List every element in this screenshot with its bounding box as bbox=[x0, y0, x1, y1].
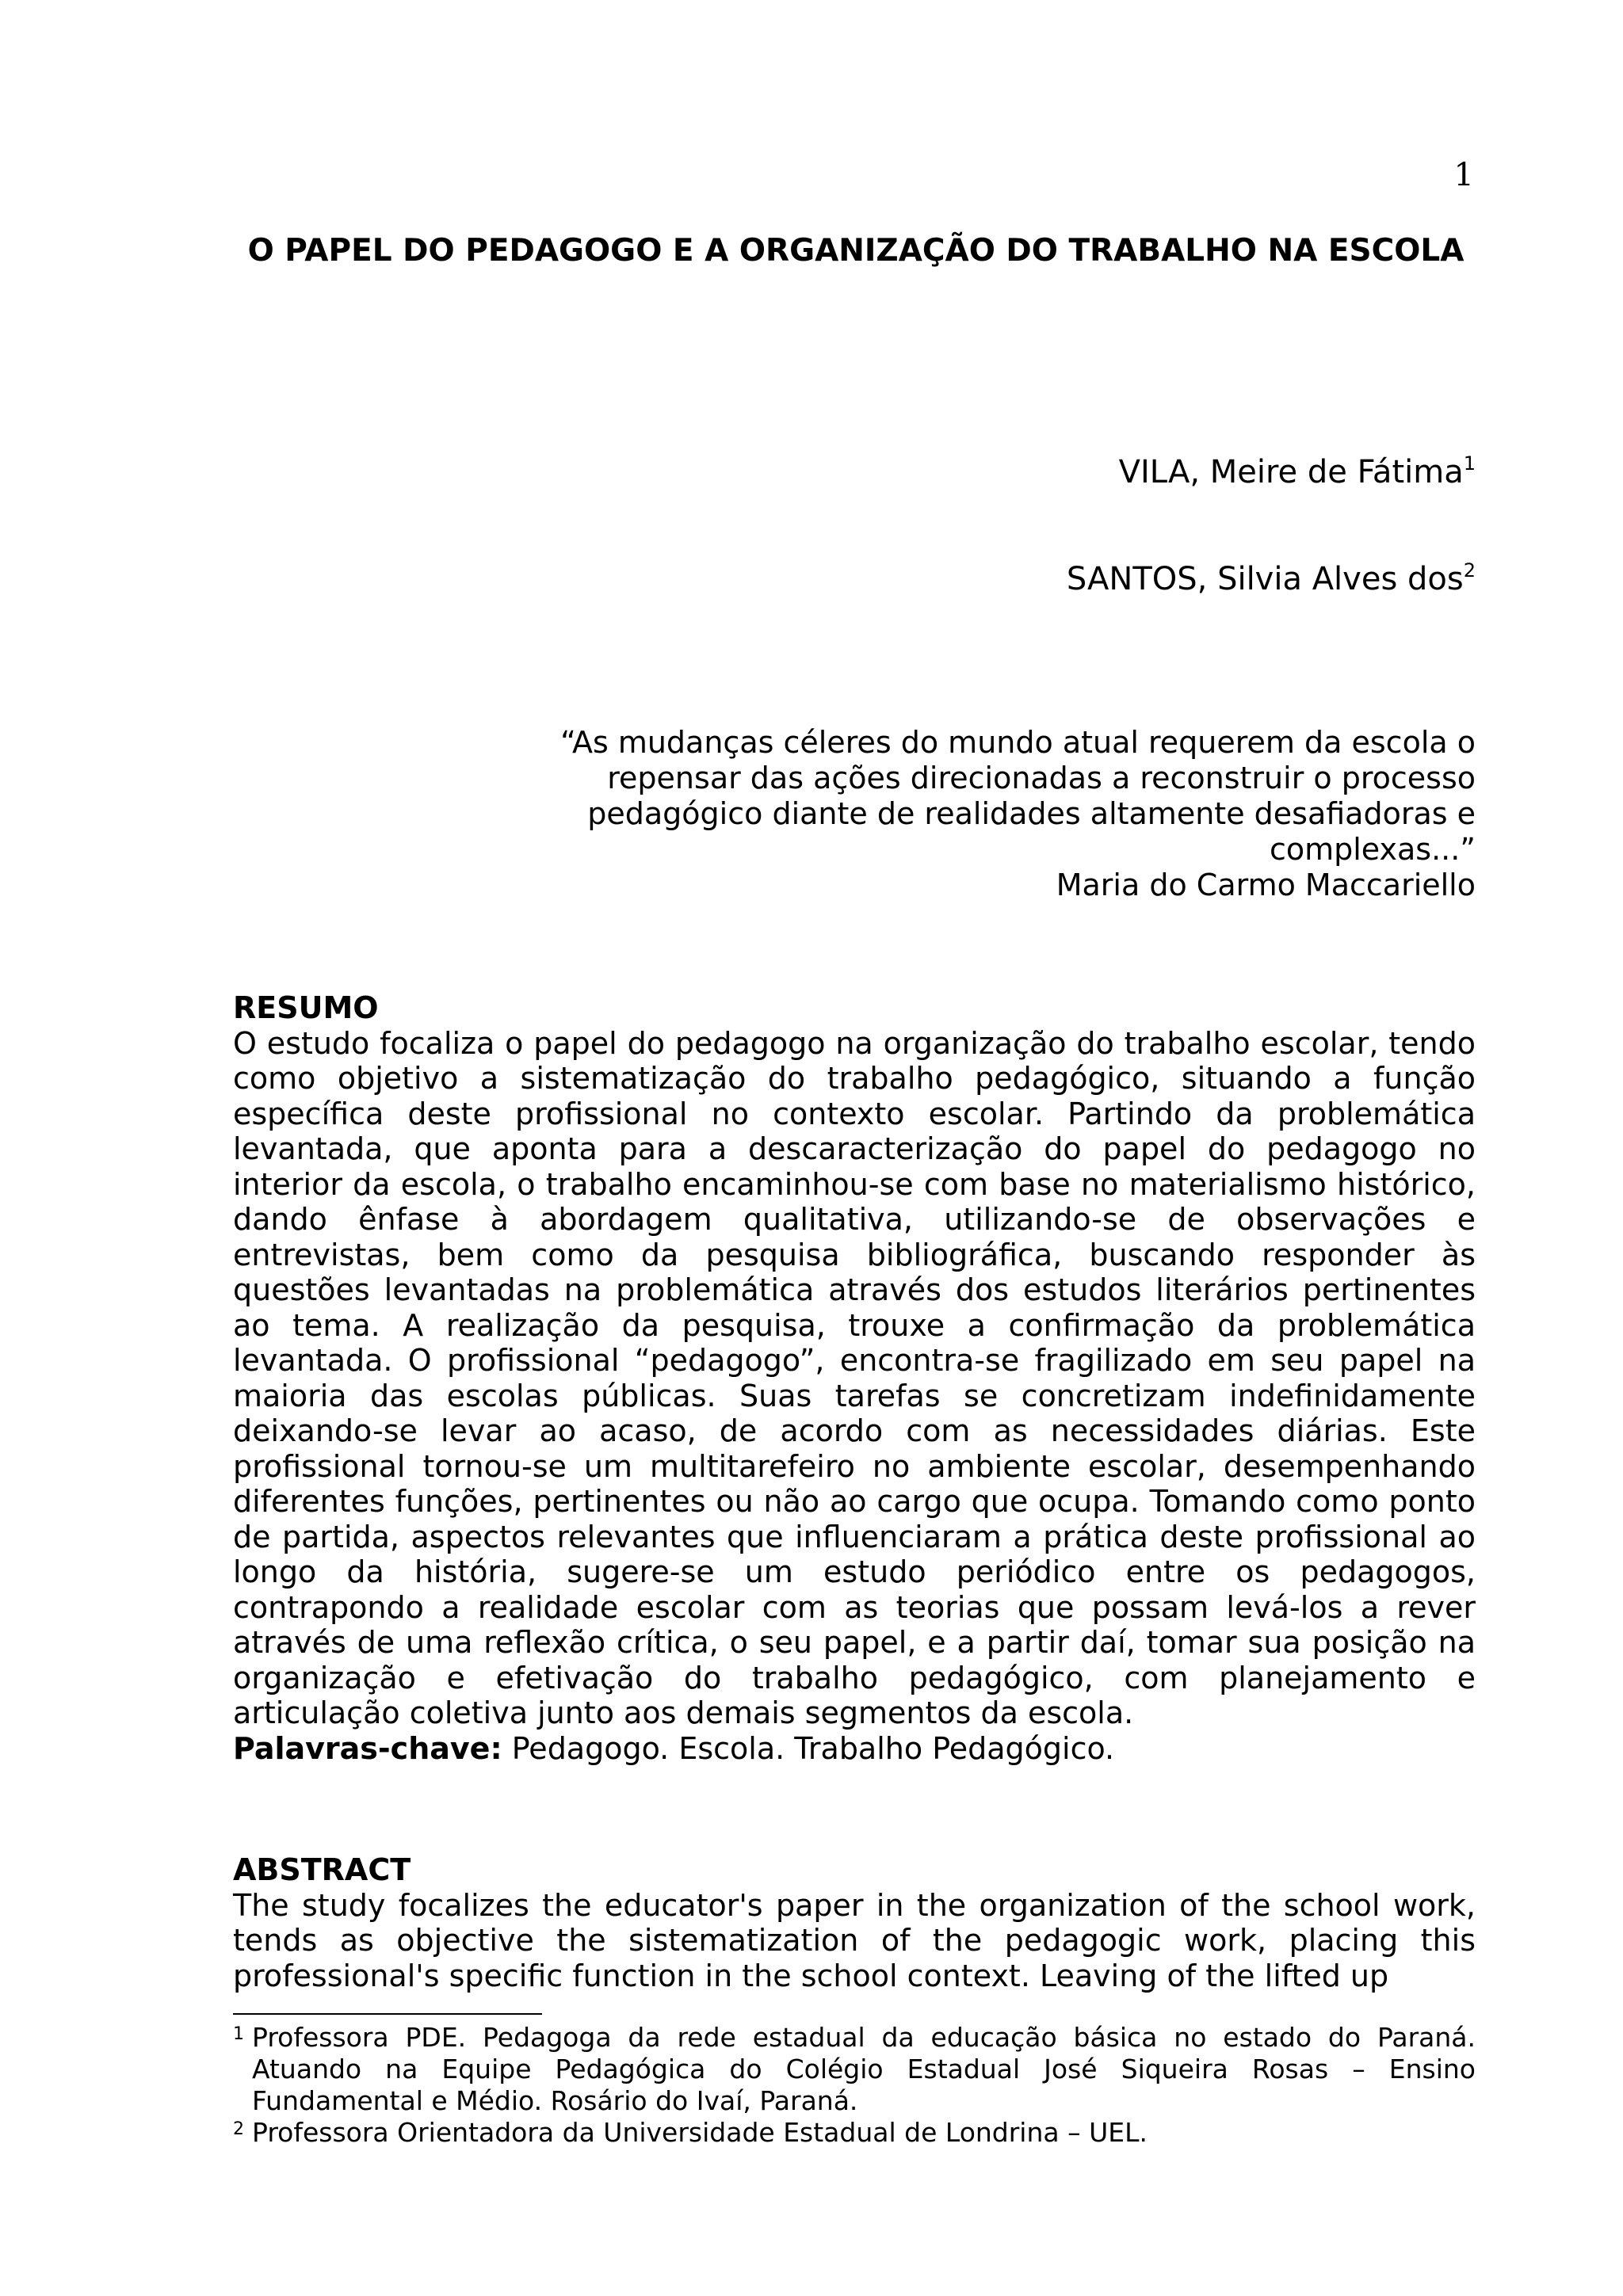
footnote-divider bbox=[233, 2013, 542, 2015]
resumo-heading: RESUMO bbox=[233, 990, 379, 1025]
document-title: O PAPEL DO PEDAGOGO E A ORGANIZAÇÃO DO TRABALHO NA ESCOLA bbox=[247, 233, 1465, 269]
footnote-2-mark: 2 bbox=[233, 2119, 244, 2139]
page-number: 1 bbox=[1453, 157, 1474, 193]
epigraph-quote: “As mudanças céleres do mundo atual requerem da escola o repensar das ações direcionadas a reconstruir o processo pedagógico diante de realidades altamente desafiadoras e complexas...” bbox=[560, 725, 1476, 867]
footnote-2 bbox=[233, 2117, 1476, 2149]
footnote-1 bbox=[233, 2022, 1476, 2117]
epigraph bbox=[525, 725, 1476, 903]
abstract-text: The study focalizes the educator's paper in the organization of the school work, tends as objective the sistematization of the pedagogic work, placing this professional's specific function in the school context. Leaving of the lifted up bbox=[233, 1887, 1476, 1993]
footnote-1-mark: 1 bbox=[233, 2024, 244, 2044]
author-2-name: SANTOS, Silvia Alves dos bbox=[1066, 561, 1464, 597]
author-2 bbox=[1067, 561, 1476, 597]
keywords bbox=[233, 1731, 1476, 1767]
epigraph-author: Maria do Carmo Maccariello bbox=[1056, 868, 1476, 902]
author-2-footnote-mark: 2 bbox=[1463, 559, 1476, 582]
resumo-section bbox=[233, 990, 1476, 1766]
footnotes bbox=[233, 2022, 1476, 2149]
author-1-footnote-mark: 1 bbox=[1463, 452, 1476, 475]
footnote-1-text: Professora PDE. Pedagoga da rede estadual da educação básica no estado do Paraná. Atuando na Equipe Pedagógica do Colégio Estadual José Siqueira Rosas – Ensino Fundamental e Médio. Rosário do Ivaí, Paraná. bbox=[252, 2022, 1476, 2116]
footnote-2-text: Professora Orientadora da Universidade Estadual de Londrina – UEL. bbox=[252, 2117, 1148, 2148]
abstract-heading: ABSTRACT bbox=[233, 1852, 411, 1887]
abstract-section bbox=[233, 1852, 1476, 1993]
resumo-text: O estudo focaliza o papel do pedagogo na organização do trabalho escolar, tendo como objetivo a sistematização do trabalho pedagógico, situando a função específica deste profissional no contexto escolar. Partindo da problemática levantada, que aponta para a descaracterização do papel do pedagogo no interior da escola, o trabalho encaminhou-se com base no materialismo histórico, dando ênfase à abordagem qualitativa, utilizando-se de observações e entrevistas, bem como da pesquisa bibliográfica, buscando responder às questões levantadas na problemática através dos estudos literários pertinentes ao tema. A realização da pesquisa, trouxe a confirmação da problemática levantada. O profissional “pedagogo”, encontra-se fragilizado em seu papel na maioria das escolas públicas. Suas tarefas se concretizam indefinidamente deixando-se levar ao acaso, de acordo com as necessidades diárias. Este profissional tornou-se um multitarefeiro no ambiente escolar, desempenhando diferentes funções, pertinentes ou não ao cargo que ocupa. Tomando como ponto de partida, aspectos relevantes que influenciaram a prática deste profissional ao longo da história, sugere-se um estudo periódico entre os pedagogos, contrapondo a realidade escolar com as teorias que possam levá-los a rever através de uma reflexão crítica, o seu papel, e a partir daí, tomar sua posição na organização e efetivação do trabalho pedagógico, com planejamento e articulação coletiva junto aos demais segmentos da escola. bbox=[233, 1025, 1476, 1730]
keywords-label: Palavras-chave: bbox=[233, 1730, 502, 1766]
keywords-values: Pedagogo. Escola. Trabalho Pedagógico. bbox=[511, 1730, 1115, 1766]
author-1 bbox=[1119, 454, 1476, 490]
author-1-name: VILA, Meire de Fátima bbox=[1118, 454, 1464, 490]
